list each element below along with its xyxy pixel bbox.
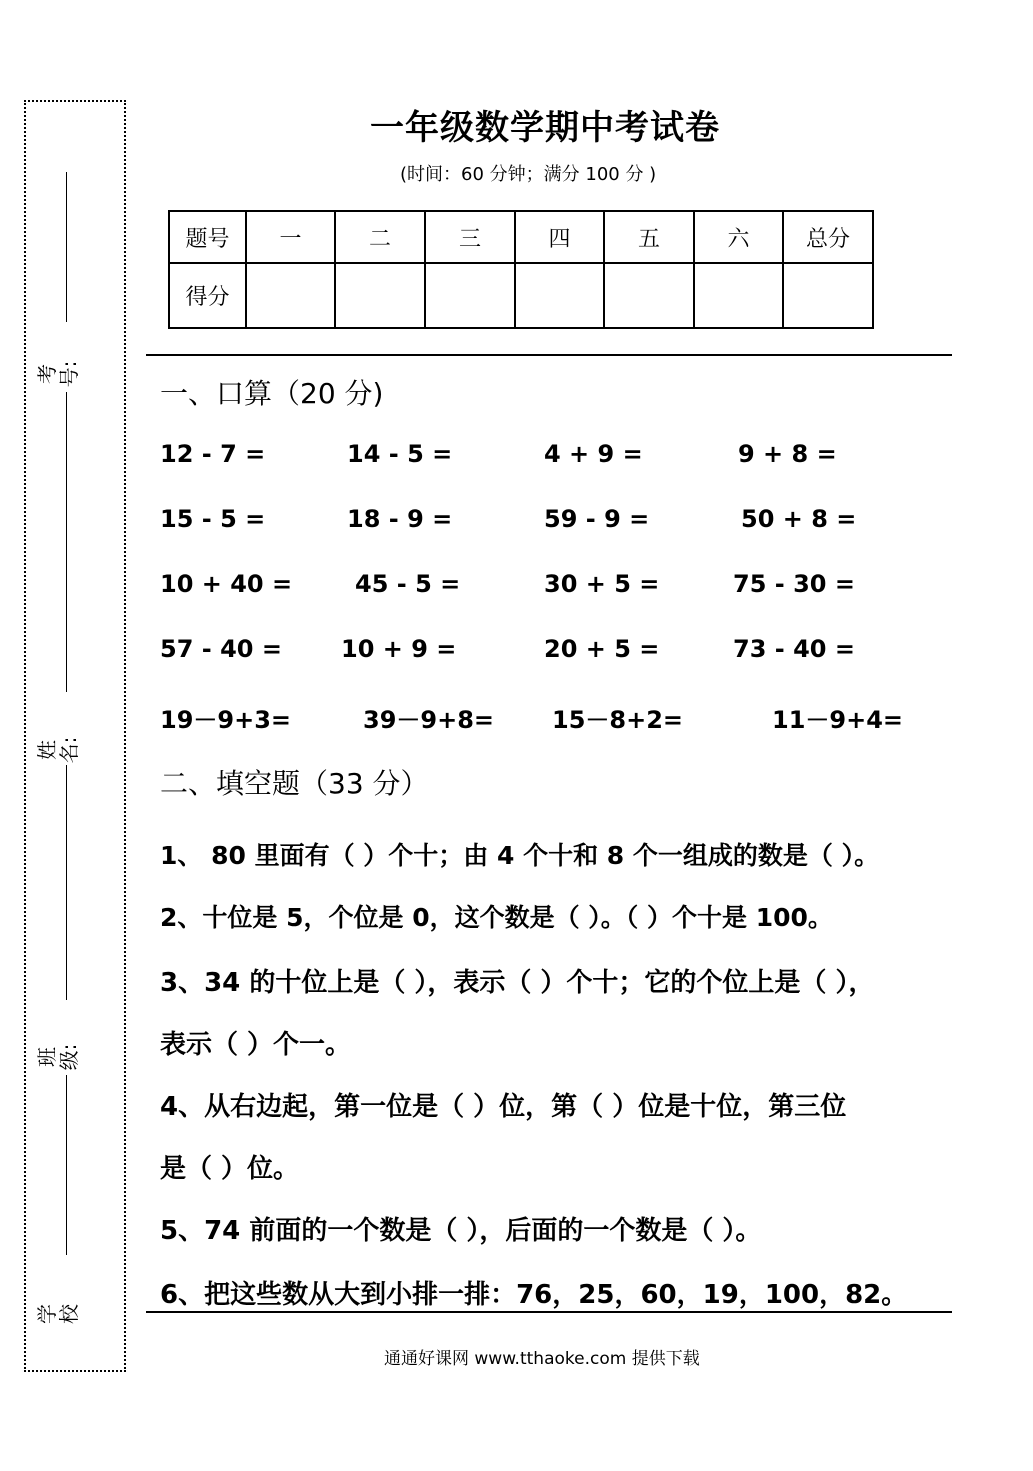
calc-item: 39－9+8=: [363, 706, 495, 734]
calc-item: 45 - 5 =: [355, 570, 461, 598]
calc-item: 57 - 40 =: [160, 635, 282, 663]
calc-item: 59 - 9 =: [544, 505, 650, 533]
name-line: [66, 392, 67, 692]
header-cell: 一: [246, 211, 335, 263]
score-cell[interactable]: [604, 263, 694, 328]
footer-credit: 通通好课网 www.tthaoke.com 提供下载: [384, 1349, 700, 1369]
calc-item: 75 - 30 =: [733, 570, 855, 598]
bottom-divider: [146, 1311, 952, 1313]
exam-no-label: 考号:: [35, 360, 81, 388]
school-label: 学校: [35, 1304, 81, 1324]
header-cell: 四: [515, 211, 604, 263]
school-line: [66, 1075, 67, 1255]
fill-question: 是（ ）位。: [160, 1154, 300, 1184]
calc-item: 4 + 9 =: [544, 440, 643, 468]
class-label: 班级:: [35, 1043, 81, 1071]
exam-no-line: [66, 172, 67, 322]
fill-question: 3、34 的十位上是（ ），表示（ ）个十；它的个位上是（ ），: [160, 968, 875, 998]
score-cell[interactable]: [335, 263, 425, 328]
calc-item: 14 - 5 =: [347, 440, 453, 468]
row-label-cell: 得分: [169, 263, 246, 328]
score-table-header-row: [169, 211, 873, 263]
calc-item: 9 + 8 =: [738, 440, 837, 468]
header-cell: 三: [425, 211, 515, 263]
header-cell: 六: [694, 211, 783, 263]
score-cell[interactable]: [515, 263, 604, 328]
header-cell: 题号: [169, 211, 246, 263]
fill-question: 2、十位是 5，个位是 0，这个数是（ ）。（ ）个十是 100。: [160, 903, 833, 932]
exam-subtitle: (时间：60 分钟；满分 100 分 ): [400, 164, 657, 185]
section1-heading: 一、口算（20 分): [160, 377, 384, 410]
calc-item: 19－9+3=: [160, 706, 292, 734]
fill-question: 6、把这些数从大到小排一排：76，25，60，19，100，82。: [160, 1280, 908, 1310]
score-cell[interactable]: [783, 263, 873, 328]
class-line: [66, 765, 67, 1000]
calc-item: 15－8+2=: [552, 706, 684, 734]
score-table: [168, 210, 874, 329]
header-cell: 二: [335, 211, 425, 263]
calc-item: 15 - 5 =: [160, 505, 266, 533]
score-cell[interactable]: [246, 263, 335, 328]
score-table-score-row: [169, 263, 873, 328]
name-label: 姓名:: [35, 736, 81, 764]
section2-heading: 二、填空题（33 分）: [160, 767, 429, 800]
fill-question: 1、 80 里面有（ ）个十；由 4 个十和 8 个一组成的数是（ ）。: [160, 841, 880, 870]
page-title: 一年级数学期中考试卷: [370, 108, 720, 148]
fill-question: 4、从右边起，第一位是（ ）位，第（ ）位是十位，第三位: [160, 1092, 847, 1122]
calc-item: 73 - 40 =: [733, 635, 855, 663]
header-cell: 总分: [783, 211, 873, 263]
calc-item: 12 - 7 =: [160, 440, 266, 468]
calc-item: 11－9+4=: [772, 706, 904, 734]
top-divider: [146, 354, 952, 356]
score-cell[interactable]: [694, 263, 783, 328]
calc-item: 50 + 8 =: [741, 505, 857, 533]
header-cell: 五: [604, 211, 694, 263]
calc-item: 30 + 5 =: [544, 570, 660, 598]
calc-item: 10 + 40 =: [160, 570, 293, 598]
calc-item: 18 - 9 =: [347, 505, 453, 533]
score-cell[interactable]: [425, 263, 515, 328]
fill-question: 5、74 前面的一个数是（ ），后面的一个数是（ ）。: [160, 1216, 762, 1246]
calc-item: 10 + 9 =: [341, 635, 457, 663]
fill-question: 表示（ ）个一。: [160, 1030, 352, 1060]
calc-item: 20 + 5 =: [544, 635, 660, 663]
